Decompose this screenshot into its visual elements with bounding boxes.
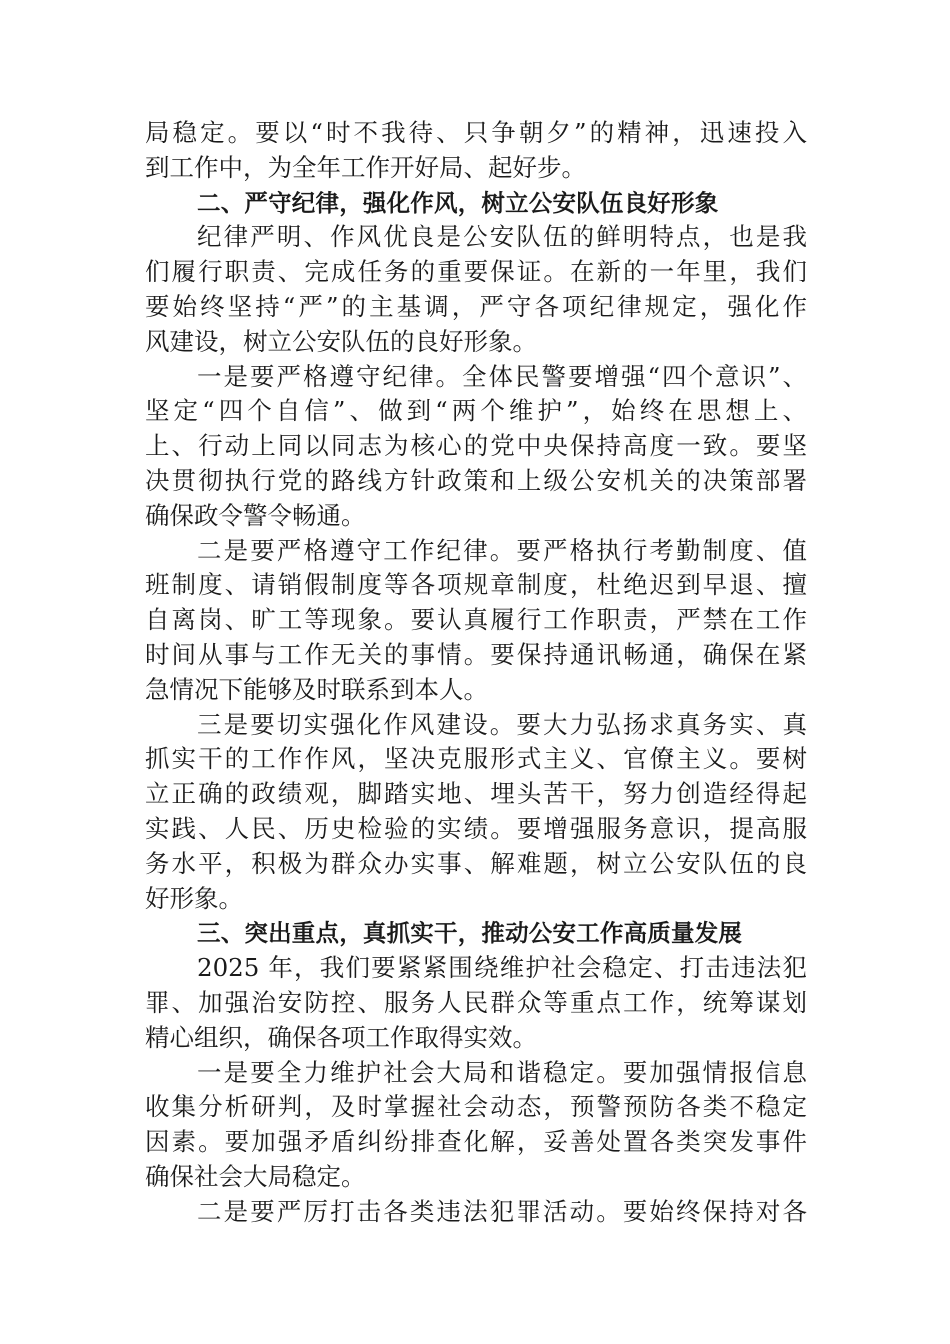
paragraph-line: 们履行职责、完成任务的重要保证。在新的一年里，我们 — [145, 257, 807, 287]
paragraph-line: 局稳定。要以“时不我待、只争朝夕”的精神，迅速投入 — [145, 118, 807, 147]
paragraph-last-line: 确保政令警令畅通。 — [145, 500, 366, 530]
paragraph-line: 时间从事与工作无关的事情。要保持通讯畅通，确保在紧 — [145, 639, 807, 669]
section-heading: 二、严守纪律，强化作风，树立公安队伍良好形象 — [197, 188, 719, 217]
paragraph-last-line: 好形象。 — [145, 883, 243, 913]
paragraph-line: 坚定“四个自信”、做到“两个维护”，始终在思想上、 — [145, 396, 807, 426]
paragraph-first-line: 一是要严格遵守纪律。全体民警要增强“四个意识”、 — [197, 361, 807, 391]
paragraph-first-line: 三是要切实强化作风建设。要大力弘扬求真务实、真 — [197, 709, 807, 739]
paragraph-last-line: 确保社会大局稳定。 — [145, 1161, 366, 1191]
paragraph-line: 实践、人民、历史检验的实绩。要增强服务意识，提高服 — [145, 813, 807, 843]
paragraph-first-line: 二是要严厉打击各类违法犯罪活动。要始终保持对各 — [197, 1196, 807, 1226]
paragraph-line: 收集分析研判，及时掌握社会动态，预警预防各类不稳定 — [145, 1092, 807, 1122]
paragraph-line: 班制度、请销假制度等各项规章制度，杜绝迟到早退、擅 — [145, 570, 807, 600]
paragraph-line: 自离岗、旷工等现象。要认真履行工作职责，严禁在工作 — [145, 605, 807, 635]
paragraph-line: 上、行动上同以同志为核心的党中央保持高度一致。要坚 — [145, 431, 807, 461]
paragraph-line: 决贯彻执行党的路线方针政策和上级公安机关的决策部署 — [145, 465, 807, 495]
paragraph-line: 因素。要加强矛盾纠纷排查化解，妥善处置各类突发事件 — [145, 1127, 807, 1157]
paragraph-first-line: 一是要全力维护社会大局和谐稳定。要加强情报信息 — [197, 1057, 807, 1087]
paragraph-first-line: 二是要严格遵守工作纪律。要严格执行考勤制度、值 — [197, 535, 807, 565]
section-heading: 三、突出重点，真抓实干，推动公安工作高质量发展 — [197, 919, 743, 948]
paragraph-last-line: 风建设，树立公安队伍的良好形象。 — [145, 326, 537, 356]
document-body — [145, 116, 807, 1230]
paragraph-line: 立正确的政绩观，脚踏实地、埋头苦干，努力创造经得起 — [145, 779, 807, 809]
paragraph-line: 抓实干的工作作风，坚决克服形式主义、官僚主义。要树 — [145, 744, 807, 774]
paragraph-last-line: 到工作中，为全年工作开好局、起好步。 — [145, 152, 586, 182]
paragraph-first-line: 纪律严明、作风优良是公安队伍的鲜明特点，也是我 — [197, 222, 807, 252]
paragraph-first-line: 2025 年，我们要紧紧围绕维护社会稳定、打击违法犯 — [197, 953, 807, 983]
paragraph-last-line: 急情况下能够及时联系到本人。 — [145, 674, 488, 704]
paragraph-line: 罪、加强治安防控、服务人民群众等重点工作，统筹谋划 — [145, 987, 807, 1017]
paragraph-last-line: 精心组织，确保各项工作取得实效。 — [145, 1022, 537, 1052]
paragraph-line: 务水平，积极为群众办实事、解难题，树立公安队伍的良 — [145, 848, 807, 878]
paragraph-line: 要始终坚持“严”的主基调，严守各项纪律规定，强化作 — [145, 291, 807, 321]
